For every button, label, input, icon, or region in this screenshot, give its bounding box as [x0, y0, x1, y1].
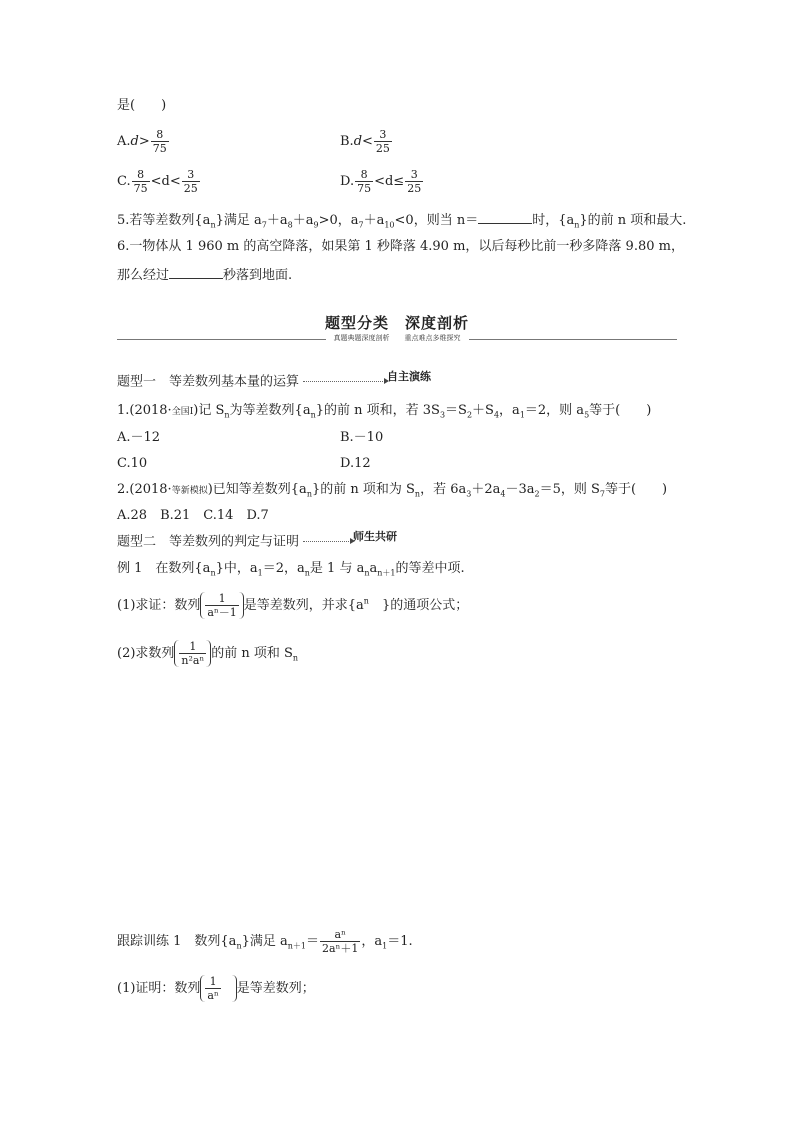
p1-option-d: D.12 [340, 456, 371, 471]
section-title: 题型分类 深度剖析 [324, 314, 469, 332]
p1-option-a: A.－12 [117, 430, 161, 445]
answer-blank[interactable] [478, 211, 532, 224]
answer-blank[interactable] [169, 266, 223, 279]
q4-option-a: A.d> $\frac{8}{75}$ [117, 128, 167, 155]
question-5: 5.若等差数列$\{a_n\}$满足 $a_7+a_8+a_9>0$，$a_7+a_{10}<0$，则当 n＝ 时，$\{a_n\}$的前 n 项和最大. [117, 213, 687, 230]
q4-option-b: B.d< $\frac{3}{25}$ [340, 128, 390, 155]
example-1-part-2: (2)求数列 $\frac{1}{\text{n²aⁿ}}$ 的前 n 项和 $S_n$ [117, 640, 299, 667]
type-2-heading: 题型二 等差数列的判定与证明 $^{师生共研}$ [117, 530, 398, 550]
tracking-exercise-1: 跟踪训练 1 数列$\{a_n\}$满足 $a_{n+1}=$ $\frac{\text{aⁿ}}{\text{2aⁿ＋1}}$ ，$a_1=1$. [117, 928, 413, 955]
example-1-part-1: (1)求证：数列 $\frac{1}{\text{aⁿ－1}}$ 是等差数列，并求{$a^n$ }的通项公式； [117, 592, 469, 619]
p2-options: A.28 B.21 C.14 D.7 [117, 508, 269, 523]
arrow-icon [303, 541, 351, 542]
q4-tail: 是( ) [117, 98, 167, 113]
type-1-problem-1: 1.(2018·全国Ⅰ)记 $S_n$为等差数列$\{a_n\}$的前 n 项和，若 $3S_3=S_2+S_4$，$a_1=2$，则 $a_5$等于( ) [117, 403, 652, 420]
type-1-problem-2: 2.(2018·等新模拟)已知等差数列$\{a_n\}$的前 n 项和为 $S_n$，若 $6a_3+2a_4-3a_2=5$，则 $S_7$等于( ) [117, 482, 668, 499]
tracking-exercise-part-1: (1)证明：数列 $\frac{1}{\text{aⁿ}}$ 是等差数列； [117, 975, 315, 1002]
example-1: 例 1 在数列$\{a_n\}$中，$a_1=2$，$a_n$是 1 与 $a_na_{n+1}$的等差中项. [117, 561, 465, 578]
q4-option-c: C. $\frac{8}{75}$ <d< $\frac{3}{25}$ [117, 168, 198, 195]
section-subtitle: 真题典题深度剖析 重点难点多维探究 [0, 333, 794, 343]
question-6-line-1: 6.一物体从 1 960 m 的高空降落，如果第 1 秒降落 4.90 m，以后每秒比前一秒多降落 9.80 m， [117, 239, 684, 254]
p1-option-b: B.－10 [340, 430, 384, 445]
type-1-heading: 题型一 等差数列基本量的运算 $^{自主演练}$ [117, 370, 432, 390]
arrow-icon [303, 381, 385, 382]
p1-option-c: C.10 [117, 456, 148, 471]
q4-option-d: D. $\frac{8}{75}$ <d≤ $\frac{3}{25}$ [340, 168, 422, 195]
question-6-line-2: 那么经过 秒落到地面. [117, 268, 293, 283]
